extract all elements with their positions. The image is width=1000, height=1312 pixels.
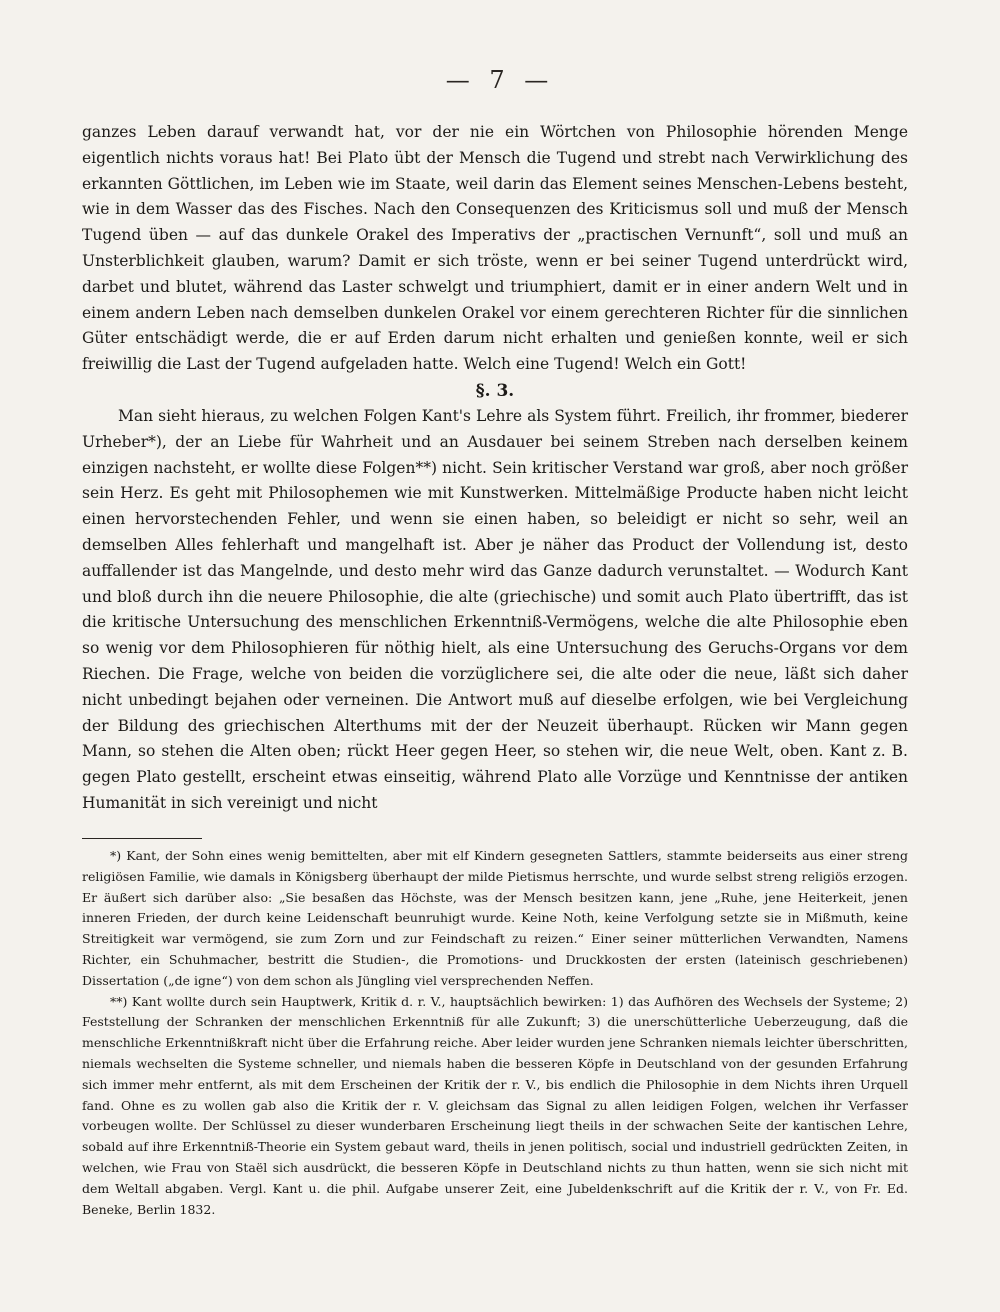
- footnote-1: *) Kant, der Sohn eines wenig bemittelten, aber mit elf Kindern gesegneten Sattlers, stammte beiderseits aus einer streng religiösen Familie, wie damals in Königsberg überhaupt der milde Pietismus herrschte, und wurde selbst streng religiös erzogen. Er äußert sich darüber also: „Sie besaßen das Höchste, was der Mensch besitzen kann, jene „Ruhe, jene Heiterkeit, jenen inneren Frieden, der durch keine Leidenschaft beunruhigt wurde. Keine Noth, keine Verfolgung setzte sie in Mißmuth, keine Streitigkeit war vermögend, sie zum Zorn und zur Feindschaft zu reizen.“ Einer seiner mütterlichen Verwandten, Namens Richter, ein Schuhmacher, bestritt die Studien-, die Promotions- und Druckkosten der ersten (lateinisch geschriebenen) Dissertation („de igne“) von dem schon als Jüngling viel versprechenden Neffen.: [82, 848, 908, 988]
- page-number: — 7 —: [445, 66, 555, 94]
- footnotes: [82, 846, 908, 1220]
- paragraph-1: ganzes Leben darauf verwandt hat, vor der nie ein Wörtchen von Philosophie hörenden Menge eigentlich nichts voraus hat! Bei Plato übt der Mensch die Tugend und strebt nach Verwirklichung des erkannten Göttlichen, im Leben wie im Staate, weil darin das Element seines Menschen-Lebens besteht, wie in dem Wasser das des Fisches. Nach den Consequenzen des Kriticismus soll und muß der Mensch Tugend üben — auf das dunkele Orakel des Imperativs der „practischen Vernunft“, soll und muß an Unsterblichkeit glauben, warum? Damit er sich tröste, wenn er bei seiner Tugend unterdrückt wird, darbet und blutet, während das Laster schwelgt und triumphiert, damit er in einer andern Welt und in einem andern Leben nach demselben dunkelen Orakel vor einem gerechteren Richter für die sinnlichen Güter entschädigt werde, die er auf Erden darum nicht erhalten und genießen konnte, weil er sich freiwillig die Last der Tugend aufgeladen hatte. Welch eine Tugend! Welch ein Gott!: [82, 123, 908, 374]
- section-heading: §. 3.: [475, 380, 515, 401]
- paragraph-2: Man sieht hieraus, zu welchen Folgen Kant's Lehre als System führt. Freilich, ihr frommer, biederer Urheber*), der an Liebe für Wahrheit und an Ausdauer bei seinem Streben nach derselben keinem einzigen nachsteht, er wollte diese Folgen**) nicht. Sein kritischer Verstand war groß, aber noch größer sein Herz. Es geht mit Philosophemen wie mit Kunstwerken. Mittelmäßige Producte haben nicht leicht einen hervorstechenden Fehler, und wenn sie einen haben, so beleidigt er nicht so sehr, weil an demselben Alles fehlerhaft und mangelhaft ist. Aber je näher das Product der Vollendung ist, desto auffallender ist das Mangelnde, und desto mehr wird das Ganze dadurch verunstaltet. — Wodurch Kant und bloß durch ihn die neuere Philosophie, die alte (griechische) und somit auch Plato übertrifft, das ist die kritische Untersuchung des menschlichen Erkenntniß-Vermögens, welche die alte Philosophie eben so wenig vor dem Philosophieren für nöthig hielt, als eine Untersuchung des Geruchs-Organs vor dem Riechen. Die Frage, welche von beiden die vorzüglichere sei, die alte oder die neue, läßt sich daher nicht unbedingt bejahen oder verneinen. Die Antwort muß auf dieselbe erfolgen, wie bei Vergleichung der Bildung des griechischen Alterthums mit der der Neuzeit überhaupt. Rücken wir Mann gegen Mann, so stehen die Alten oben; rückt Heer gegen Heer, so stehen wir, die neue Welt, oben. Kant z. B. gegen Plato gestellt, erscheint etwas einseitig, während Plato alle Vorzüge und Kenntnisse der antiken Humanität in sich vereinigt und nicht: [82, 406, 908, 812]
- main-text: [82, 120, 908, 817]
- footnote-2: **) Kant wollte durch sein Hauptwerk, Kritik d. r. V., hauptsächlich bewirken: 1) das Aufhören des Wechsels der Systeme; 2) Feststellung der Schranken der menschlichen Erkenntniß für alle Zukunft; 3) die unerschütterliche Ueberzeugung, daß die menschliche Erkenntnißkraft nicht über die Erfahrung reiche. Aber leider wurden jene Schranken niemals leichter überschritten, niemals wechselten die Systeme schneller, und niemals haben die besseren Köpfe in Deutschland von der gesunden Erfahrung sich immer mehr entfernt, als mit dem Erscheinen der Kritik der r. V., bis endlich die Philosophie in dem Nichts ihren Urquell fand. Ohne es zu wollen gab also die Kritik der r. V. gleichsam das Signal zu allen leidigen Folgen, welchen ihr Verfasser vorbeugen wollte. Der Schlüssel zu dieser wunderbaren Erscheinung liegt theils in der schwachen Seite der kantischen Lehre, sobald auf ihre Erkenntniß-Theorie ein System gebaut ward, theils in jenen politisch, social und industriell gedrückten Zeiten, in welchen, wie Frau von Staël sich ausdrückt, die besseren Köpfe in Deutschland nichts zu thun hatten, wenn sie sich nicht mit dem Weltall abgaben. Vergl. Kant u. die phil. Aufgabe unserer Zeit, eine Jubeldenkschrift auf die Kritik der r. V., von Fr. Ed. Beneke, Berlin 1832.: [82, 993, 908, 1217]
- footnote-divider: [82, 838, 202, 839]
